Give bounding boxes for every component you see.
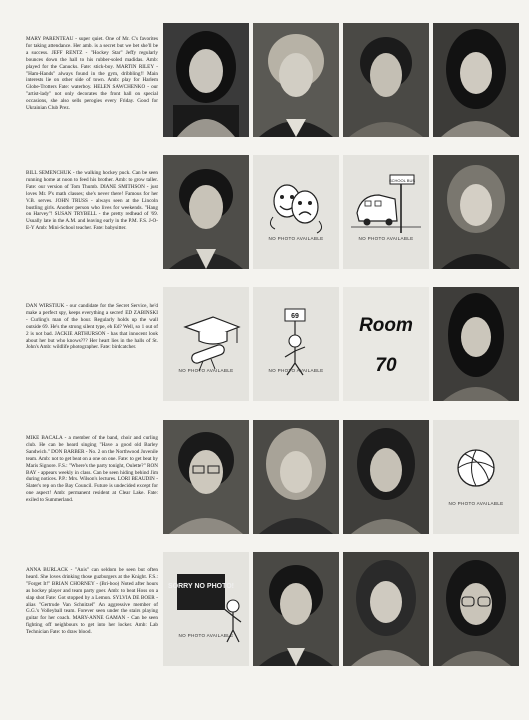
student-photo	[343, 23, 429, 137]
bio-row-1: MARY PARENTEAU - super quiet. One of Mr. C's favorites for taking attendance. Her amb. is a secret but we bet she'll be a success. JEFF RENTZ - "Hockey Star" Jeffy regularly bounces down the hall to his rubber-soled madidas. Amb: played for the Canucks. Fate: stick-boy. MARTIN RILEY - "Ham-Hands" always found in the gym, dribbling!! Main interests lie on other side of town. Amb: play for Harlem Globe-Trotters Fate: waterboy. HELEN SAWCHENKO - our "artist-lady" not only decorates the front hall on special occasions, she also sells perogies every Friday. Good for Ukrainian Club Prez.	[26, 36, 158, 112]
student-photo	[343, 420, 429, 534]
bus-stop-sign-icon	[343, 155, 429, 269]
board-text: SORRY NO PHOTO!	[168, 583, 234, 590]
student-photo	[433, 23, 519, 137]
student-photo	[433, 287, 519, 401]
no-photo-label: NO PHOTO AVAILABLE	[268, 236, 324, 241]
no-photo-label: NO PHOTO AVAILABLE	[358, 236, 414, 241]
student-photo	[253, 552, 339, 666]
no-photo-graduation	[163, 287, 249, 401]
room-heading	[343, 287, 429, 401]
no-photo-bus-stop	[343, 155, 429, 269]
bus-sign-text: SCHOOL BUS	[388, 178, 416, 183]
student-photo	[163, 155, 249, 269]
room-word: Room	[359, 315, 413, 336]
no-photo-label: NO PHOTO AVAILABLE	[178, 368, 234, 373]
chalkboard-icon	[163, 552, 249, 666]
no-photo-sorry-board	[163, 552, 249, 666]
bio-row-3: DAN WIRSTIUK - our candidate for the Secret Service, he'd make a perfect spy, keeps everything a secret! ED ZABINSKI - Curling's man of the hour. Regularly holds up the wall outside 69. He's the strong silent type, eh Ed? Well, so 1 out of 2 is not bad. JACKIE ARTHURSON - has that innocent look about her but who knows??? Her heart lies in the halls of St. John's Amb: wildlife photographer. Fate: birdcatcher.	[26, 303, 158, 351]
room-number: 70	[375, 355, 397, 376]
no-photo-label: NO PHOTO AVAILABLE	[448, 501, 504, 506]
student-photo	[163, 23, 249, 137]
no-photo-label: NO PHOTO AVAILABLE	[268, 368, 324, 373]
no-photo-label: NO PHOTO AVAILABLE	[178, 633, 234, 638]
no-photo-theatre-masks	[253, 155, 339, 269]
no-photo-volleyball	[433, 420, 519, 534]
no-photo-room-69	[253, 287, 339, 401]
sign-69-text: 69	[291, 313, 299, 320]
student-photo	[433, 155, 519, 269]
room-69-sign-icon	[253, 287, 339, 401]
student-photo	[343, 552, 429, 666]
volleyball-icon	[433, 420, 519, 534]
student-photo	[253, 23, 339, 137]
bio-row-4: MIKE BACALA - a member of the band, choir and curling club. He can be heard singing "Have a good old Barley Sandwich." DON BARBER - No. 2 on the Northwood Juvenile team. Amb: not to get beat on a one on one. Fate: to get beat by Maris Signore. F.S.: "Where's the party tonight, Oulette?" RON BAY - appears weekly in class. Can be seen hiding behind Jim during notices. P.P.: Mrs. Wilson's lectures. LORI BEAUDIN - Slater's rep on the Bay Council. Future is undecided except for one aspect! Amb: permanent resident at Clear Lake. Fate: exiled to Summerland.	[26, 435, 158, 504]
bio-row-5: ANNA BURLACK - "Anis" can seldom be seen but often heard. She loves drinking those guzburgers at the Knight. F.S.: "Forget It!" BRIAN CHORNEY - (Bri-boo) Noted after hours as hockey player and team party goer. Amb: to beat Hoss on a slap shot Fate: Got stopped by a Lemon. SYLVIA DE BOER - alias "Gertrude Van Schnitzel" An aggressive member of G.G.'s Volleyball team. Forever seen under the stairs playing guitar for her coach. MARY-ANNE GAMAN - Can be seen fighting off neighbours to get into her locker. Amb: Lab Technician Fate: to draw blood.	[26, 567, 158, 636]
theatre-masks-icon	[253, 155, 339, 269]
student-photo	[253, 420, 339, 534]
bio-row-2: BILL SEMENCHUK - the walking hockey puck. Can be seen running home at noon to feed his brother. Amb: to grow taller. Fate: our version of Tom Thumb. DIANE SMITHSON - just loves Mr. P's math classes; she's never there! Famous for her V.B. serves. JOHN TRUSS - always seen at the Lincoln bustling girls. Another person who lives for weekends. "Hang on Harvey"! SUSAN TRYBELL - the pretty redhead of '69. Usually late in the A.M. and leaving early in the P.M. F.S. J-O-E-Y Amb: Mini-School teacher. Fate: babysitter.	[26, 170, 158, 232]
graduation-cap-icon	[163, 287, 249, 401]
student-photo	[433, 552, 519, 666]
student-photo	[163, 420, 249, 534]
